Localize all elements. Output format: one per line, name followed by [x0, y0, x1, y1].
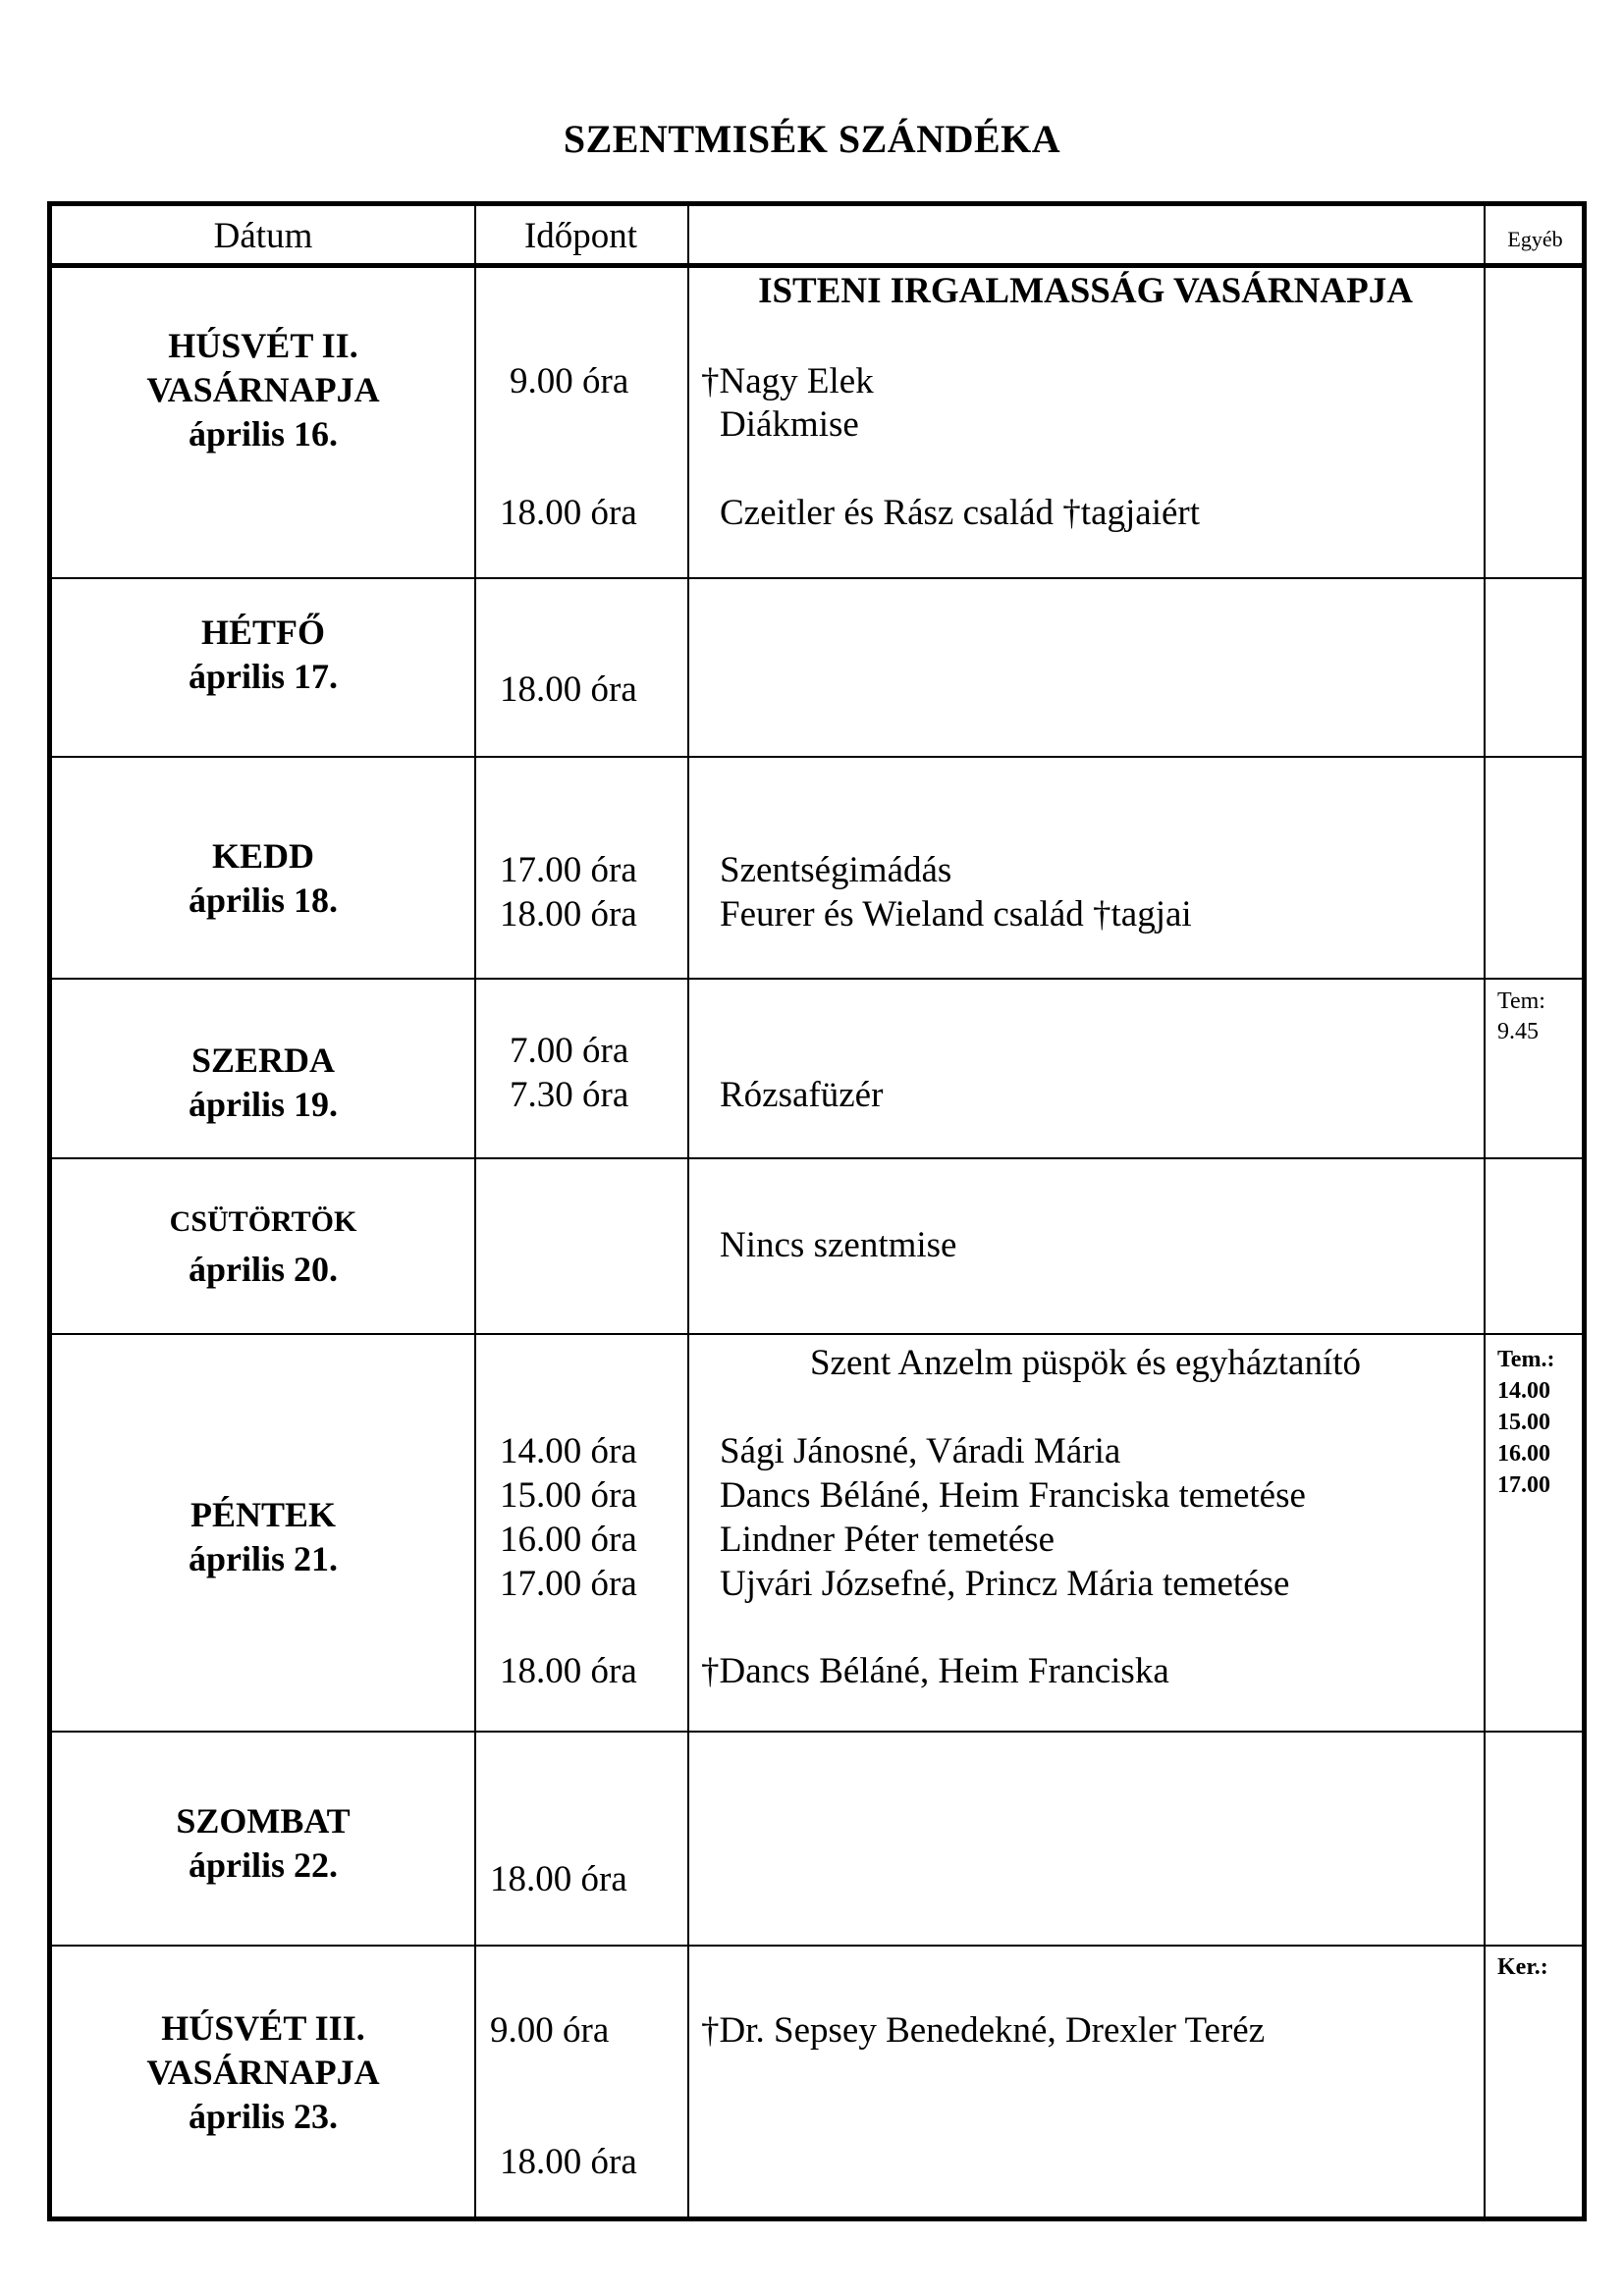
mass-intent: Sági Jánosné, Váradi Mária [720, 1431, 1121, 1471]
day-cell [52, 2006, 474, 2139]
other-note: 17.00 [1497, 1472, 1550, 1498]
mass-time: 15.00 óra [500, 1475, 637, 1516]
day-cell [52, 834, 474, 923]
day-date: április 17. [188, 657, 338, 696]
header-other: Egyéb [1507, 227, 1563, 251]
mass-time: 17.00 óra [500, 850, 637, 890]
mass-time: 18.00 óra [490, 1859, 627, 1899]
day-cell [52, 324, 474, 456]
column-divider [687, 206, 689, 2216]
mass-intent: Dancs Béláné, Heim Franciska temetése [720, 1475, 1306, 1516]
row-divider [52, 577, 1582, 579]
mass-intent: †Dancs Béláné, Heim Franciska [701, 1651, 1169, 1691]
other-note: Tem: [1497, 988, 1545, 1014]
day-name: PÉNTEK [189, 1495, 337, 1534]
mass-intent: †Nagy Elek [701, 361, 874, 401]
mass-time: 18.00 óra [500, 493, 637, 533]
other-note: Tem.: [1497, 1347, 1555, 1372]
mass-time: 18.00 óra [500, 2142, 637, 2182]
day-name: SZOMBAT [176, 1801, 351, 1841]
row-divider [52, 978, 1582, 980]
mass-intent: Lindner Péter temetése [720, 1520, 1056, 1560]
row-divider [52, 756, 1582, 758]
mass-time: 16.00 óra [500, 1520, 637, 1560]
day-name: VASÁRNAPJA [146, 2053, 380, 2092]
day-date: április 16. [188, 414, 338, 454]
day-date: április 19. [188, 1085, 338, 1124]
mass-intent: Nincs szentmise [720, 1225, 957, 1265]
header-date: Dátum [213, 216, 313, 256]
mass-time: 18.00 óra [500, 894, 637, 934]
mass-intent: Szentségimádás [720, 850, 952, 890]
column-divider [1484, 206, 1486, 2216]
row-divider [52, 1157, 1582, 1159]
column-divider [474, 206, 476, 2216]
row-divider [52, 1731, 1582, 1733]
header-time: Időpont [523, 216, 638, 256]
mass-intent: Czeitler és Rász család †tagjaiért [720, 493, 1201, 533]
day-date: április 21. [188, 1539, 338, 1578]
mass-time: 18.00 óra [500, 1651, 637, 1691]
mass-time: 7.00 óra [510, 1031, 629, 1071]
mass-intent: Ujvári Józsefné, Princz Mária temetése [720, 1564, 1290, 1604]
day-name: CSÜTÖRTÖK [169, 1205, 357, 1238]
mass-time: 7.30 óra [510, 1075, 629, 1115]
mass-intent: Rózsafüzér [720, 1075, 884, 1115]
header-separator [52, 263, 1582, 268]
row-divider [52, 1333, 1582, 1335]
other-note: Ker.: [1497, 1954, 1548, 1980]
mass-time: 9.00 óra [490, 2010, 610, 2051]
day-name: HÚSVÉT III. [161, 2008, 365, 2048]
mass-time: 18.00 óra [500, 669, 637, 710]
feast-heading: Szent Anzelm püspök és egyháztanító [809, 1343, 1362, 1383]
mass-schedule-table [47, 201, 1587, 2221]
day-cell [52, 1493, 474, 1581]
day-cell [52, 1039, 474, 1127]
mass-time: 14.00 óra [500, 1431, 637, 1471]
other-note: 9.45 [1497, 1019, 1539, 1044]
other-note: 14.00 [1497, 1378, 1550, 1404]
day-name: KEDD [211, 836, 314, 876]
mass-intent: Feurer és Wieland család †tagjai [720, 894, 1192, 934]
day-cell [52, 611, 474, 699]
mass-time: 17.00 óra [500, 1564, 637, 1604]
other-note: 16.00 [1497, 1441, 1550, 1467]
day-name: VASÁRNAPJA [146, 370, 380, 409]
row-divider [52, 1945, 1582, 1947]
day-date: április 22. [188, 1845, 338, 1885]
day-cell [52, 1799, 474, 1888]
day-date: április 23. [188, 2097, 338, 2136]
page-title: SZENTMISÉK SZÁNDÉKA [563, 117, 1061, 161]
mass-time: 9.00 óra [510, 361, 629, 401]
mass-intent: †Dr. Sepsey Benedekné, Drexler Teréz [701, 2010, 1266, 2051]
day-date: április 20. [188, 1250, 338, 1289]
day-name: HÚSVÉT II. [168, 326, 358, 365]
day-name: HÉTFŐ [200, 613, 326, 652]
feast-heading: ISTENI IRGALMASSÁG VASÁRNAPJA [758, 271, 1413, 311]
day-name: SZERDA [190, 1041, 336, 1080]
day-cell [52, 1200, 474, 1292]
day-date: április 18. [188, 881, 338, 920]
other-note: 15.00 [1497, 1410, 1550, 1435]
mass-intent: Diákmise [720, 404, 859, 445]
